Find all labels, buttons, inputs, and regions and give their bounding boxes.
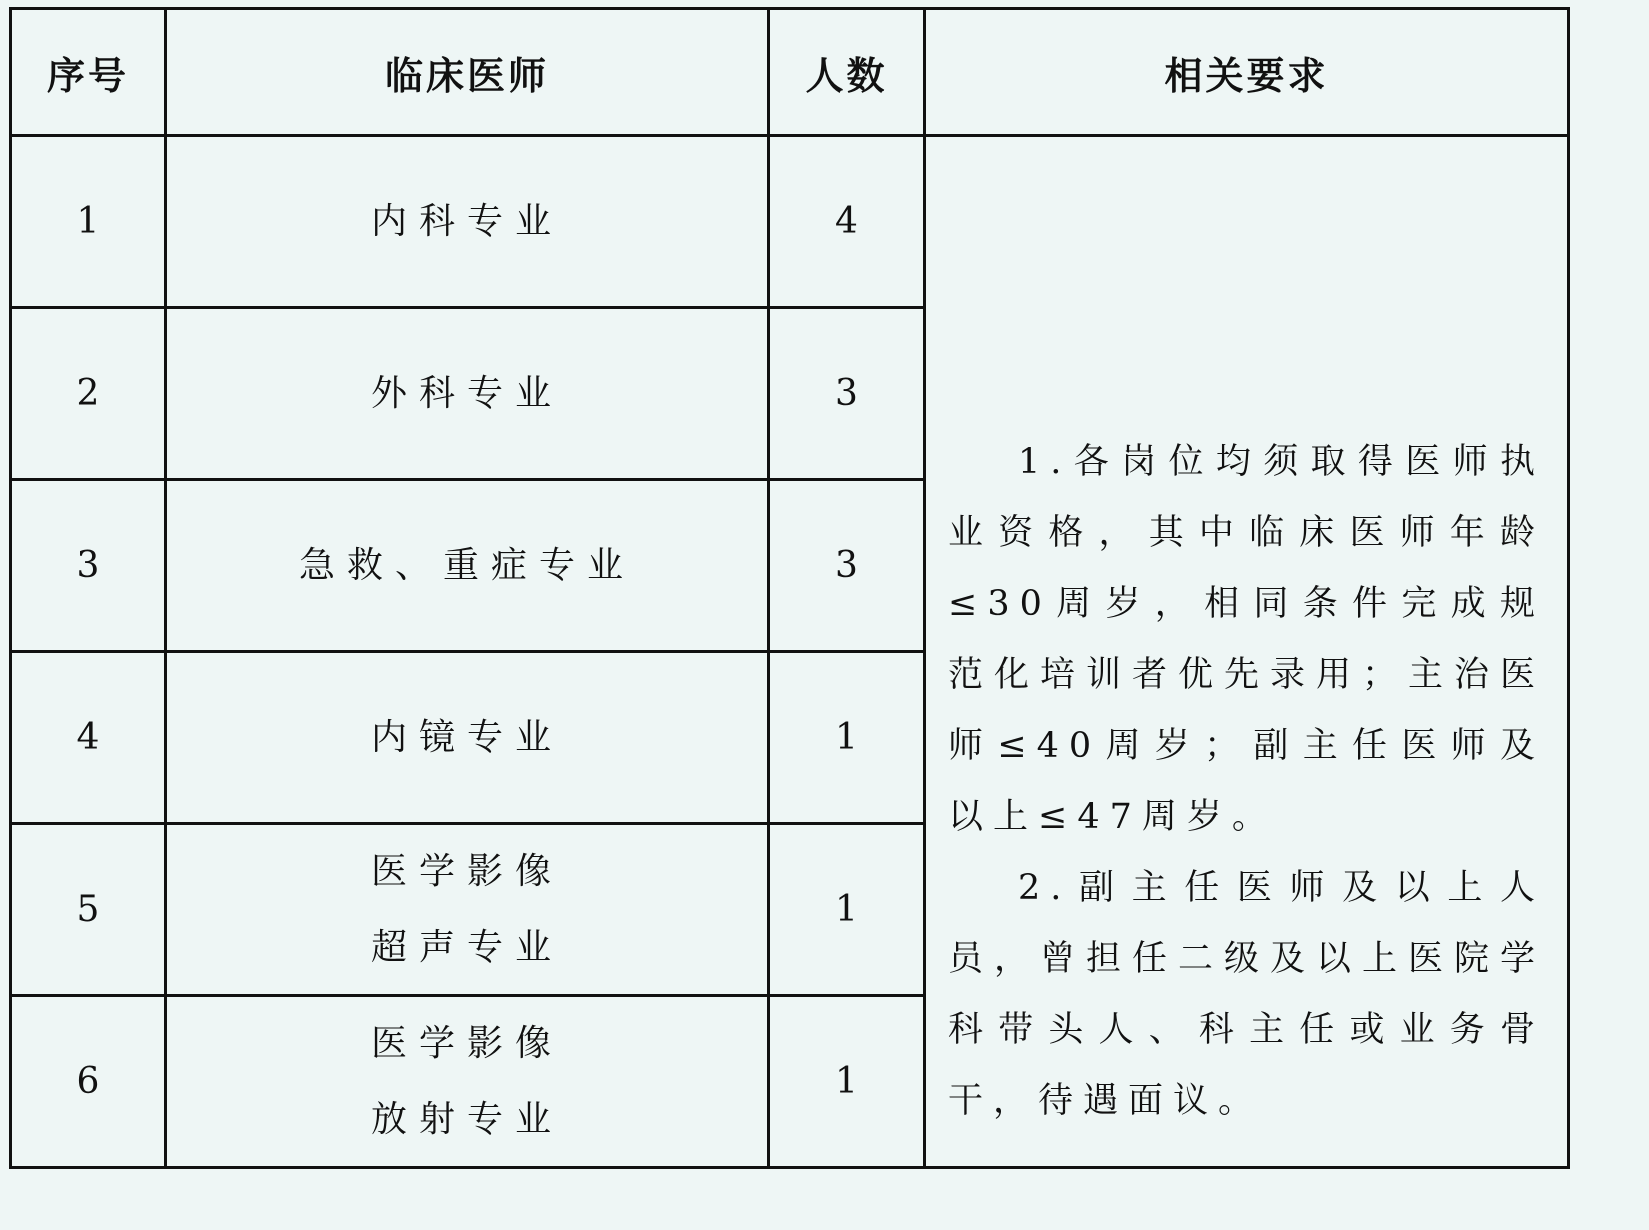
major-line: 放射专业 [370, 1098, 563, 1140]
row-major [166, 652, 769, 824]
header-seq: 序号 [11, 9, 166, 136]
header-count: 人数 [769, 9, 925, 136]
requirements-cell [925, 136, 1569, 1168]
row-seq: 2 [11, 308, 166, 480]
row-major [166, 136, 769, 308]
row-count: 4 [769, 136, 925, 308]
row-count: 1 [769, 652, 925, 824]
row-seq: 5 [11, 824, 166, 996]
row-seq: 1 [11, 136, 166, 308]
row-seq: 6 [11, 996, 166, 1168]
requirement-paragraph: 2.副主任医师及以上人员，曾担任二级及以上医院学科带头人、科主任或业务骨干，待遇面议。 [948, 868, 1545, 1121]
major-line: 内镜专业 [370, 716, 563, 758]
major-line: 急救、重症专业 [298, 544, 635, 586]
header-major: 临床医师 [166, 9, 769, 136]
row-seq: 3 [11, 480, 166, 652]
row-major [166, 824, 769, 996]
row-count: 3 [769, 480, 925, 652]
major-line: 医学影像 [370, 850, 563, 892]
recruitment-table [9, 7, 1570, 1169]
row-count: 1 [769, 824, 925, 996]
header-requirements: 相关要求 [925, 9, 1569, 136]
row-major [166, 480, 769, 652]
row-seq: 4 [11, 652, 166, 824]
table-row [11, 136, 1569, 308]
row-count: 3 [769, 308, 925, 480]
row-major [166, 308, 769, 480]
requirement-paragraph: 1.各岗位均须取得医师执业资格，其中临床医师年龄≤30周岁，相同条件完成规范化培训者优先录用；主治医师≤40周岁；副主任医师及以上≤47周岁。 [948, 442, 1545, 837]
row-count: 1 [769, 996, 925, 1168]
major-line: 外科专业 [370, 372, 563, 414]
header-row [11, 9, 1569, 136]
row-major [166, 996, 769, 1168]
major-line: 医学影像 [370, 1022, 563, 1064]
major-line: 超声专业 [370, 926, 563, 968]
major-line: 内科专业 [370, 200, 563, 242]
